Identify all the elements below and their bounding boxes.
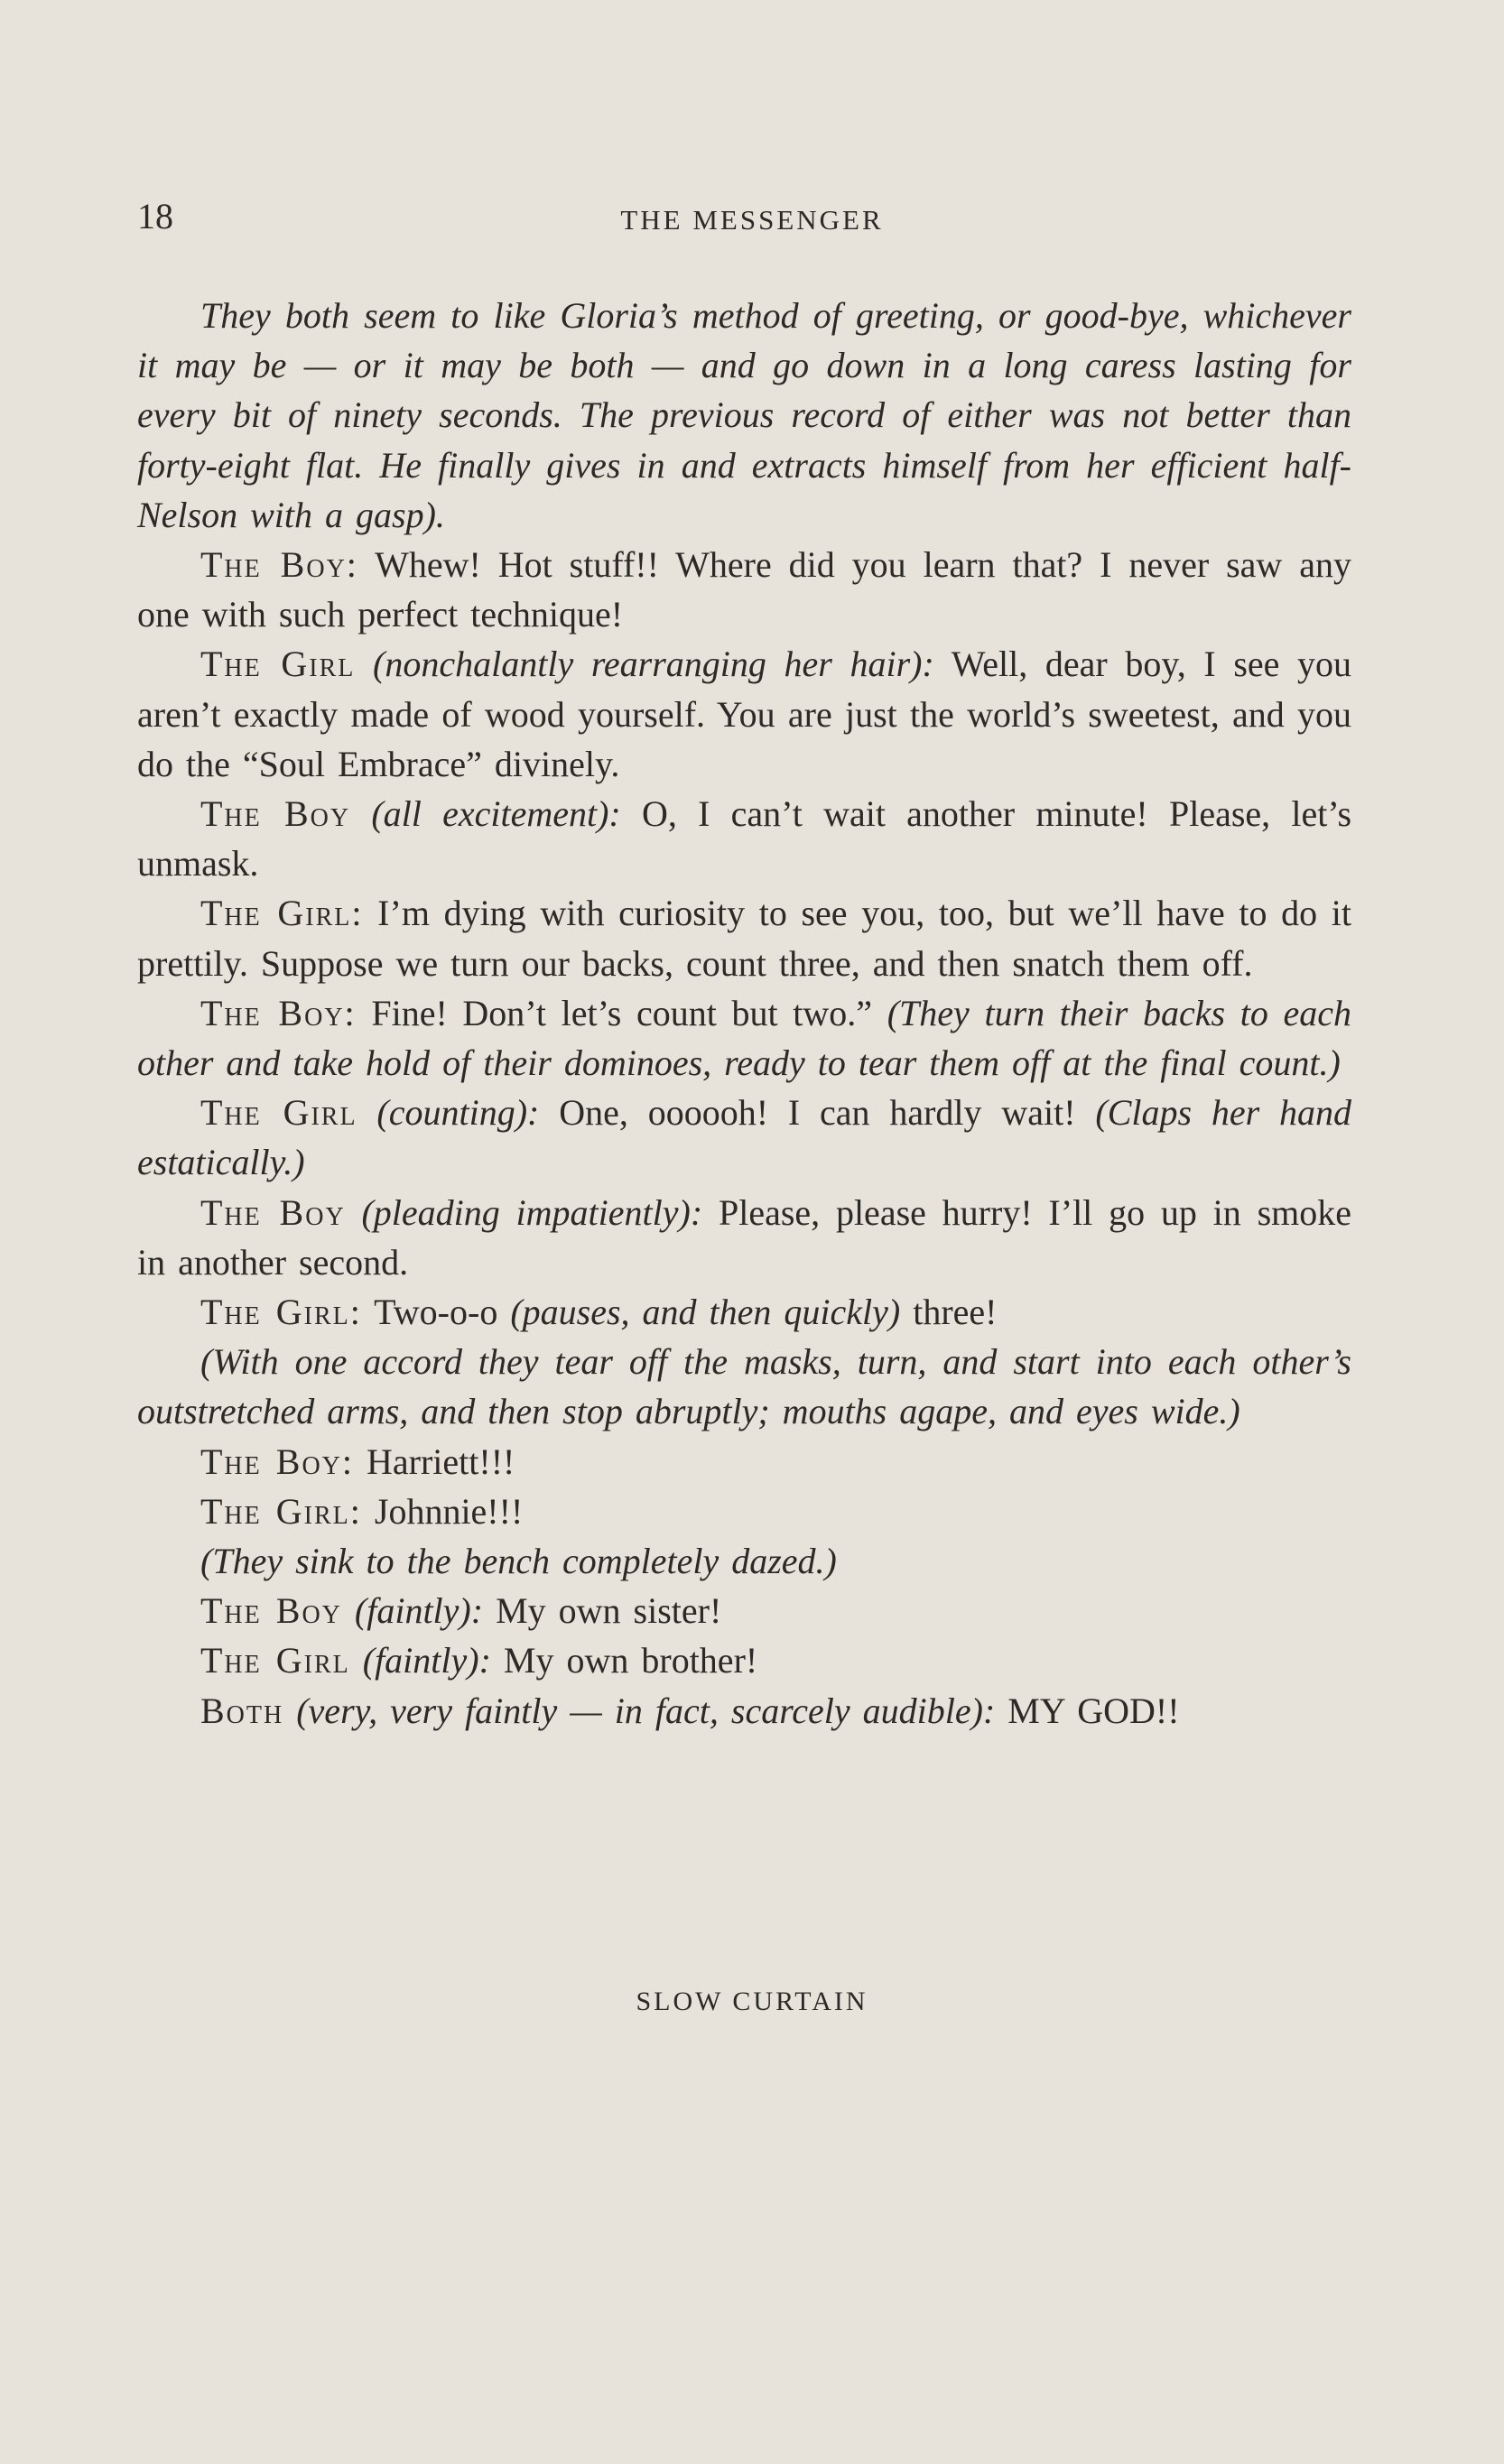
- dialogue-text: Fine! Don’t let’s count but two.”: [371, 992, 873, 1033]
- stage-direction-paragraph: (With one accord they tear off the masks, turn, and start into each other’s outstretched arms, and then stop abruptly; mouths agape, and eyes wide.): [137, 1341, 1351, 1432]
- stage-direction-intro: They both seem to like Gloria’s method of greeting, or good-bye, whichever it may be — or it may be both — and go down in a long caress lasting for every bit of ninety seconds. The previous record of either was not better than forty-eight flat. He finally gives in and extracts himself from her efficient half-Nelson with a gasp).: [137, 295, 1351, 535]
- speaker-name: The Girl: [200, 1092, 357, 1134]
- dialogue-text: MY GOD!!: [1007, 1690, 1180, 1731]
- dialogue-text: Please, please hurry! I’ll go up in smoke in another second.: [137, 1191, 1352, 1283]
- stage-direction: (all excitement):: [371, 793, 621, 835]
- dialogue-line: [137, 639, 1351, 789]
- dialogue-text: I’m dying with curiosity to see you, too, but we’ll have to do it prettily. Suppose we turn our backs, count three, and then snatch them off.: [137, 893, 1351, 984]
- dialogue-line: [137, 1287, 1351, 1337]
- stage-direction-paragraph: (They sink to the bench completely dazed.): [200, 1541, 837, 1582]
- stage-direction: (nonchalantly rearranging her hair):: [373, 644, 934, 685]
- dialogue-line: [137, 1437, 1351, 1487]
- speaker-name: The Girl:: [200, 893, 364, 934]
- speaker-name: The Girl:: [200, 1490, 362, 1532]
- dialogue-text: My own sister!: [496, 1590, 722, 1632]
- play-text: [137, 291, 1351, 1736]
- page-number: 18: [137, 196, 173, 236]
- dialogue-text: three!: [913, 1292, 998, 1333]
- stage-direction: (faintly):: [362, 1640, 491, 1681]
- speaker-name: The Girl:: [200, 1292, 362, 1333]
- dialogue-line: [137, 1635, 1351, 1685]
- dialogue-text: My own brother!: [503, 1640, 758, 1681]
- stage-direction: (pleading impatiently):: [361, 1191, 703, 1233]
- dialogue-text: O, I can’t wait another minute! Please, let’s unmask.: [137, 793, 1352, 885]
- speaker-name: The Boy:: [200, 992, 357, 1033]
- speaker-name: The Boy: [200, 1191, 346, 1233]
- stage-direction: (Claps her hand estatically.): [137, 1092, 1352, 1183]
- dialogue-text: Whew! Hot stuff!! Where did you learn that? I never saw any one with such perfect technique!: [137, 544, 1351, 635]
- stage-direction: (faintly):: [354, 1590, 484, 1632]
- speaker-name: The Girl: [200, 1640, 350, 1681]
- dialogue-text: Well, dear boy, I see you aren’t exactly made of wood yourself. You are just the world’s sweetest, and you do the “Soul Embrace” divinely.: [137, 644, 1352, 784]
- stage-direction: (very, very faintly — in fact, scarcely audible):: [296, 1690, 996, 1731]
- dialogue-text: Two-o-o: [374, 1292, 498, 1333]
- dialogue-line: [137, 540, 1351, 639]
- dialogue-line: [137, 789, 1351, 888]
- dialogue-line: [137, 1586, 1351, 1635]
- dialogue-line: [137, 988, 1351, 1088]
- dialogue-line: [137, 1487, 1351, 1536]
- speaker-name: The Boy:: [200, 1440, 354, 1482]
- speaker-name: The Boy: [200, 793, 351, 835]
- dialogue-line: [137, 1188, 1351, 1287]
- dialogue-text: Harriett!!!: [367, 1440, 515, 1482]
- closing-curtain: SLOW CURTAIN: [636, 1987, 868, 2016]
- speaker-name: The Boy: [200, 1590, 342, 1632]
- dialogue-text: One, oooooh! I can hardly wait!: [559, 1092, 1076, 1134]
- speaker-name: Both: [200, 1690, 284, 1731]
- dialogue-line: [137, 1686, 1351, 1736]
- speaker-name: The Girl: [200, 644, 356, 685]
- speaker-name: The Boy:: [200, 544, 358, 586]
- stage-direction: (counting):: [376, 1092, 540, 1134]
- dialogue-text: Johnnie!!!: [374, 1490, 524, 1532]
- dialogue-line: [137, 1088, 1351, 1187]
- running-title: THE MESSENGER: [620, 204, 884, 236]
- stage-direction: (pauses, and then quickly): [510, 1292, 901, 1333]
- dialogue-line: [137, 888, 1351, 987]
- stage-direction: (They turn their backs to each other and take hold of their dominoes, ready to tear them off at the final count.): [137, 992, 1352, 1084]
